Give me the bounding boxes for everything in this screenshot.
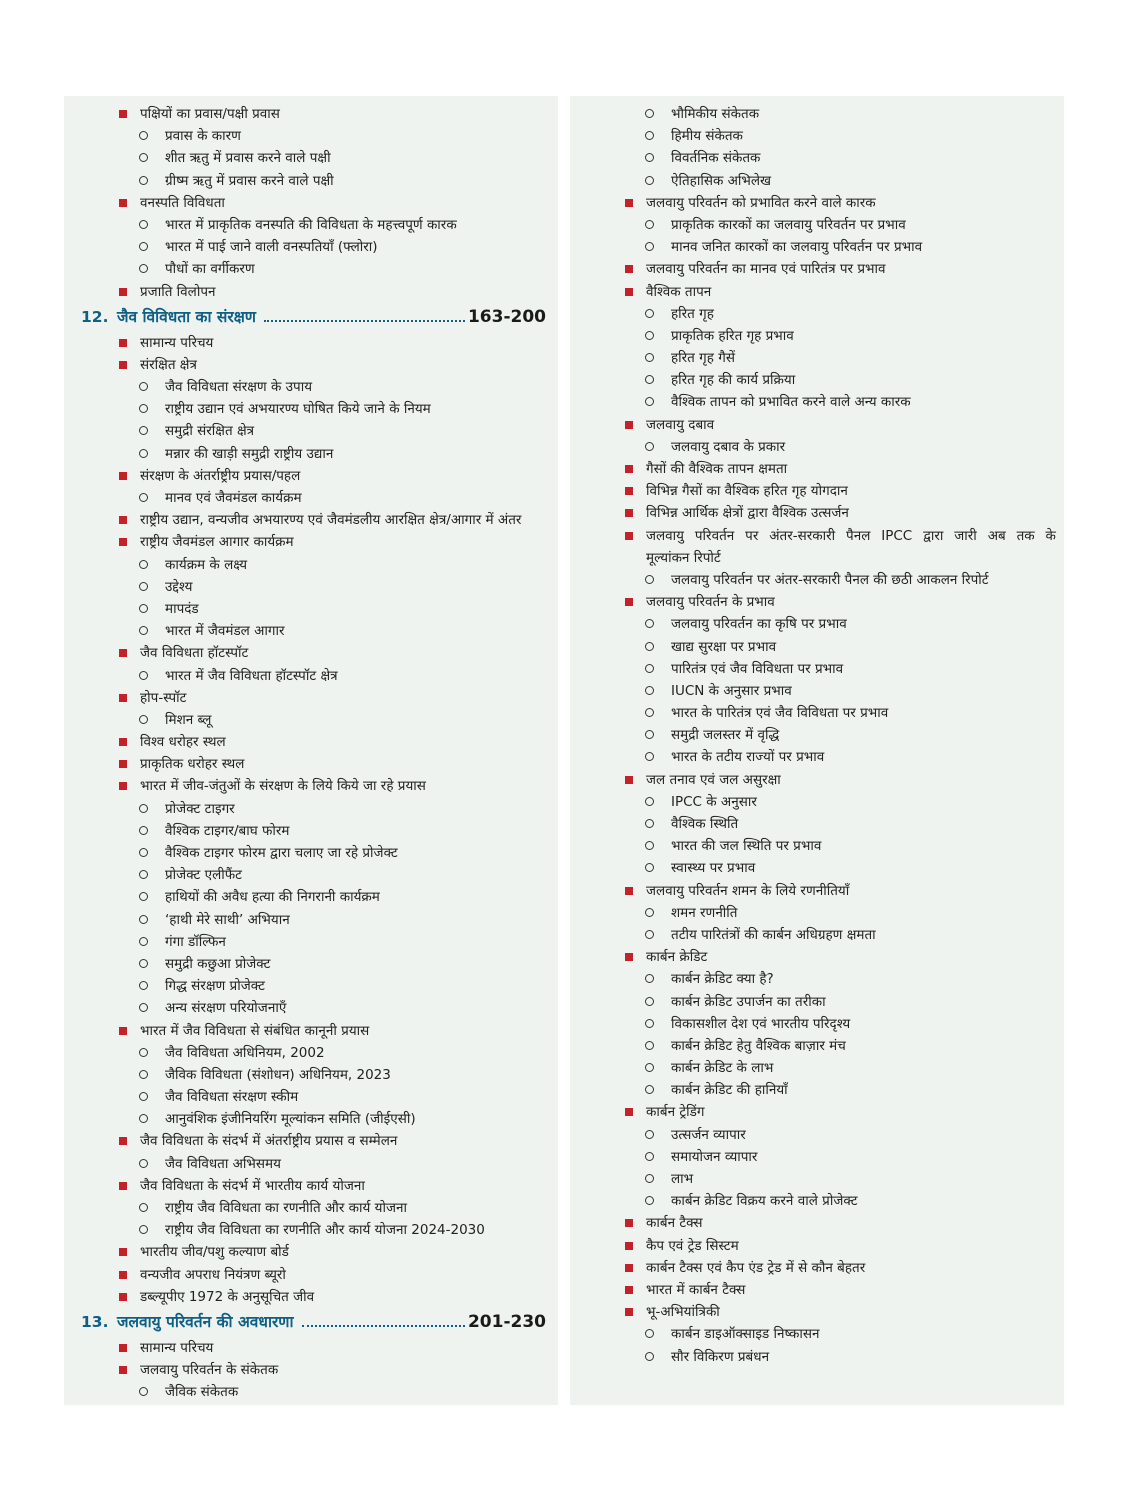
topic-item: वैश्विक तापन [570,281,1064,303]
topic-word: अंतर-सरकारी [769,527,836,544]
subtopic-item: भारत के तटीय राज्यों पर प्रभाव [570,746,1064,768]
topic-word: IPCC [881,527,913,544]
subtopic-item: कार्बन डाइऑक्साइड निष्कासन [570,1323,1064,1345]
topic-item: कैप एवं ट्रेड सिस्टम [570,1235,1064,1257]
subtopic-item: ‘हाथी मेरे साथी’ अभियान [64,909,558,931]
subtopic-item: जलवायु परिवर्तन का कृषि पर प्रभाव [570,613,1064,635]
topic-item-continued: मूल्यांकन रिपोर्ट [646,549,721,566]
subtopic-item: खाद्य सुरक्षा पर प्रभाव [570,636,1064,658]
subtopic-item: वैश्विक टाइगर/बाघ फोरम [64,820,558,842]
subtopic-item: कार्बन क्रेडिट हेतु वैश्विक बाज़ार मंच [570,1035,1064,1057]
subtopic-item: IPCC के अनुसार [570,791,1064,813]
topic-item: भारत में कार्बन टैक्स [570,1279,1064,1301]
topic-item: वनस्पति विविधता [64,192,558,214]
subtopic-item: जैव विविधता संरक्षण स्कीम [64,1086,558,1108]
subtopic-item: जलवायु परिवर्तन पर अंतर-सरकारी पैनल की छठी आकलन रिपोर्ट [570,569,1064,591]
toc-list-left [64,103,558,1404]
topic-item: संरक्षित क्षेत्र [64,354,558,376]
subtopic-item: भारत में जैव विविधता हॉटस्पॉट क्षेत्र [64,665,558,687]
subtopic-item: वैश्विक तापन को प्रभावित करने वाले अन्य कारक [570,391,1064,413]
topic-item: सामान्य परिचय [64,1337,558,1359]
topic-item: गैसों की वैश्विक तापन क्षमता [570,458,1064,480]
topic-item: भारत में जैव विविधता से संबंधित कानूनी प्रयास [64,1020,558,1042]
topic-item: जलवायु परिवर्तन के संकेतक [64,1359,558,1381]
topic-item: होप-स्पॉट [64,687,558,709]
chapter-number: 13. [81,1312,109,1331]
subtopic-item: प्राकृतिक कारकों का जलवायु परिवर्तन पर प्रभाव [570,214,1064,236]
subtopic-item: समायोजन व्यापार [570,1146,1064,1168]
subtopic-item: कार्यक्रम के लक्ष्य [64,554,558,576]
subtopic-item: कार्बन क्रेडिट की हानियाँ [570,1079,1064,1101]
subtopic-item: भौमिकीय संकेतक [570,103,1064,125]
toc-column-left [64,96,558,1405]
topic-item: वन्यजीव अपराध नियंत्रण ब्यूरो [64,1264,558,1286]
subtopic-item: राष्ट्रीय जैव विविधता का रणनीति और कार्य योजना [64,1197,558,1219]
subtopic-item: कार्बन क्रेडिट विक्रय करने वाले प्रोजेक्ट [570,1190,1064,1212]
subtopic-item: स्वास्थ्य पर प्रभाव [570,857,1064,879]
subtopic-item: हाथियों की अवैध हत्या की निगरानी कार्यक्रम [64,886,558,908]
chapter-title: जलवायु परिवर्तन की अवधारणा [117,1312,294,1331]
topic-item: जलवायु दबाव [570,414,1064,436]
subtopic-item: हरित गृह गैसें [570,347,1064,369]
topic-word: पैनल [846,527,871,544]
topic-item: जलवायु परिवर्तन शमन के लिये रणनीतियाँ [570,880,1064,902]
chapter-title: जैव विविधता का संरक्षण [117,307,257,326]
subtopic-item: लाभ [570,1168,1064,1190]
page-range: 201-230 [467,1311,546,1332]
chapter-number: 12. [81,307,109,326]
topic-item: संरक्षण के अंतर्राष्ट्रीय प्रयास/पहल [64,465,558,487]
subtopic-item: कार्बन क्रेडिट उपार्जन का तरीका [570,991,1064,1013]
subtopic-item: प्रोजेक्ट टाइगर [64,798,558,820]
subtopic-item: तटीय पारितंत्रों की कार्बन अधिग्रहण क्षमता [570,924,1064,946]
subtopic-item: मापदंड [64,598,558,620]
topic-item: जल तनाव एवं जल असुरक्षा [570,769,1064,791]
topic-item: जैव विविधता हॉटस्पॉट [64,642,558,664]
subtopic-item: ऐतिहासिक अभिलेख [570,170,1064,192]
subtopic-item: गंगा डॉल्फिन [64,931,558,953]
subtopic-item: राष्ट्रीय जैव विविधता का रणनीति और कार्य योजना 2024-2030 [64,1219,558,1241]
subtopic-item: शीत ऋतु में प्रवास करने वाले पक्षी [64,147,558,169]
subtopic-item: विवर्तनिक संकेतक [570,147,1064,169]
topic-item [570,525,1064,547]
subtopic-item: समुद्री जलस्तर में वृद्धि [570,724,1064,746]
subtopic-item: उद्देश्य [64,576,558,598]
subtopic-item: कार्बन क्रेडिट के लाभ [570,1057,1064,1079]
subtopic-item: वैश्विक स्थिति [570,813,1064,835]
subtopic-item: प्रोजेक्ट एलीफैंट [64,864,558,886]
subtopic-item: प्रवास के कारण [64,125,558,147]
subtopic-item: पौधों का वर्गीकरण [64,258,558,280]
topic-word: परिवर्तन [694,527,735,544]
topic-word: द्वारा [923,527,944,544]
topic-item: विभिन्न गैसों का वैश्विक हरित गृह योगदान [570,480,1064,502]
topic-item: कार्बन टैक्स एवं कैप एंड ट्रेड में से कौन बेहतर [570,1257,1064,1279]
topic-item: जैव विविधता के संदर्भ में भारतीय कार्य योजना [64,1175,558,1197]
topic-word: तक [1016,527,1035,544]
topic-item: भू-अभियांत्रिकी [570,1301,1064,1323]
subtopic-item: पारितंत्र एवं जैव विविधता पर प्रभाव [570,658,1064,680]
topic-item: जलवायु परिवर्तन को प्रभावित करने वाले कारक [570,192,1064,214]
subtopic-item: प्राकृतिक हरित गृह प्रभाव [570,325,1064,347]
page-range: 163-200 [467,306,546,327]
toc-column-right [570,96,1064,1405]
subtopic-item: मानव जनित कारकों का जलवायु परिवर्तन पर प्रभाव [570,236,1064,258]
subtopic-item: समुद्री कछुआ प्रोजेक्ट [64,953,558,975]
topic-word: के [1045,527,1056,544]
chapter-heading [64,1308,558,1337]
subtopic-item: सौर विकिरण प्रबंधन [570,1346,1064,1368]
subtopic-item: समुद्री संरक्षित क्षेत्र [64,420,558,442]
subtopic-item: जैविक विविधता (संशोधन) अधिनियम, 2023 [64,1064,558,1086]
topic-item: जैव विविधता के संदर्भ में अंतर्राष्ट्रीय प्रयास व सम्मेलन [64,1130,558,1152]
subtopic-item: भारत के पारितंत्र एवं जैव विविधता पर प्रभाव [570,702,1064,724]
topic-item: राष्ट्रीय उद्यान, वन्यजीव अभयारण्य एवं जैवमंडलीय आरक्षित क्षेत्र/आगार में अंतर [64,509,558,531]
subtopic-item: भारत की जल स्थिति पर प्रभाव [570,835,1064,857]
topic-word: पर [745,527,759,544]
subtopic-item: हिमीय संकेतक [570,125,1064,147]
subtopic-item: जैव विविधता अधिनियम, 2002 [64,1042,558,1064]
subtopic-item: आनुवंशिक इंजीनियरिंग मूल्यांकन समिति (जीईएसी) [64,1108,558,1130]
chapter-heading [64,303,558,332]
topic-word: जारी [954,527,977,544]
toc-list-right [570,103,1064,1368]
subtopic-item: मिशन ब्लू [64,709,558,731]
topic-item: जलवायु परिवर्तन के प्रभाव [570,591,1064,613]
topic-word: जलवायु [646,527,685,544]
topic-item: प्रजाति विलोपन [64,281,558,303]
topic-item: भारतीय जीव/पशु कल्याण बोर्ड [64,1241,558,1263]
subtopic-item: भारत में पाई जाने वाली वनस्पतियाँ (फ्लोरा) [64,236,558,258]
topic-item: सामान्य परिचय [64,332,558,354]
subtopic-item: मानव एवं जैवमंडल कार्यक्रम [64,487,558,509]
topic-item: कार्बन क्रेडिट [570,946,1064,968]
topic-item: भारत में जीव-जंतुओं के संरक्षण के लिये किये जा रहे प्रयास [64,775,558,797]
subtopic-item: हरित गृह की कार्य प्रक्रिया [570,369,1064,391]
subtopic-item: भारत में जैवमंडल आगार [64,620,558,642]
topic-item: कार्बन ट्रेडिंग [570,1101,1064,1123]
subtopic-item: ग्रीष्म ऋतु में प्रवास करने वाले पक्षी [64,170,558,192]
subtopic-item: जलवायु दबाव के प्रकार [570,436,1064,458]
subtopic-item: विकासशील देश एवं भारतीय परिदृश्य [570,1013,1064,1035]
subtopic-item: कार्बन क्रेडिट क्या है? [570,968,1064,990]
subtopic-item: IUCN के अनुसार प्रभाव [570,680,1064,702]
topic-item: विश्व धरोहर स्थल [64,731,558,753]
topic-item: कार्बन टैक्स [570,1212,1064,1234]
subtopic-item: राष्ट्रीय उद्यान एवं अभयारण्य घोषित किये जाने के नियम [64,398,558,420]
subtopic-item: गिद्ध संरक्षण प्रोजेक्ट [64,975,558,997]
leader-dots [302,1325,465,1327]
topic-item: प्राकृतिक धरोहर स्थल [64,753,558,775]
subtopic-item: हरित गृह [570,303,1064,325]
topic-item: राष्ट्रीय जैवमंडल आगार कार्यक्रम [64,531,558,553]
topic-word: अब [987,527,1006,544]
subtopic-item: उत्सर्जन व्यापार [570,1124,1064,1146]
subtopic-item: शमन रणनीति [570,902,1064,924]
subtopic-item: वैश्विक टाइगर फोरम द्वारा चलाए जा रहे प्रोजेक्ट [64,842,558,864]
topic-item: डब्ल्यूपीए 1972 के अनुसूचित जीव [64,1286,558,1308]
subtopic-item: मन्नार की खाड़ी समुद्री राष्ट्रीय उद्यान [64,443,558,465]
subtopic-item: जैव विविधता संरक्षण के उपाय [64,376,558,398]
leader-dots [264,320,465,322]
topic-item: जलवायु परिवर्तन का मानव एवं पारितंत्र पर प्रभाव [570,258,1064,280]
subtopic-item: जैव विविधता अभिसमय [64,1153,558,1175]
subtopic-item: भारत में प्राकृतिक वनस्पति की विविधता के महत्त्वपूर्ण कारक [64,214,558,236]
subtopic-item: अन्य संरक्षण परियोजनाएँ [64,997,558,1019]
topic-item: पक्षियों का प्रवास/पक्षी प्रवास [64,103,558,125]
subtopic-item: जैविक संकेतक [64,1381,558,1403]
topic-item: विभिन्न आर्थिक क्षेत्रों द्वारा वैश्विक उत्सर्जन [570,502,1064,524]
